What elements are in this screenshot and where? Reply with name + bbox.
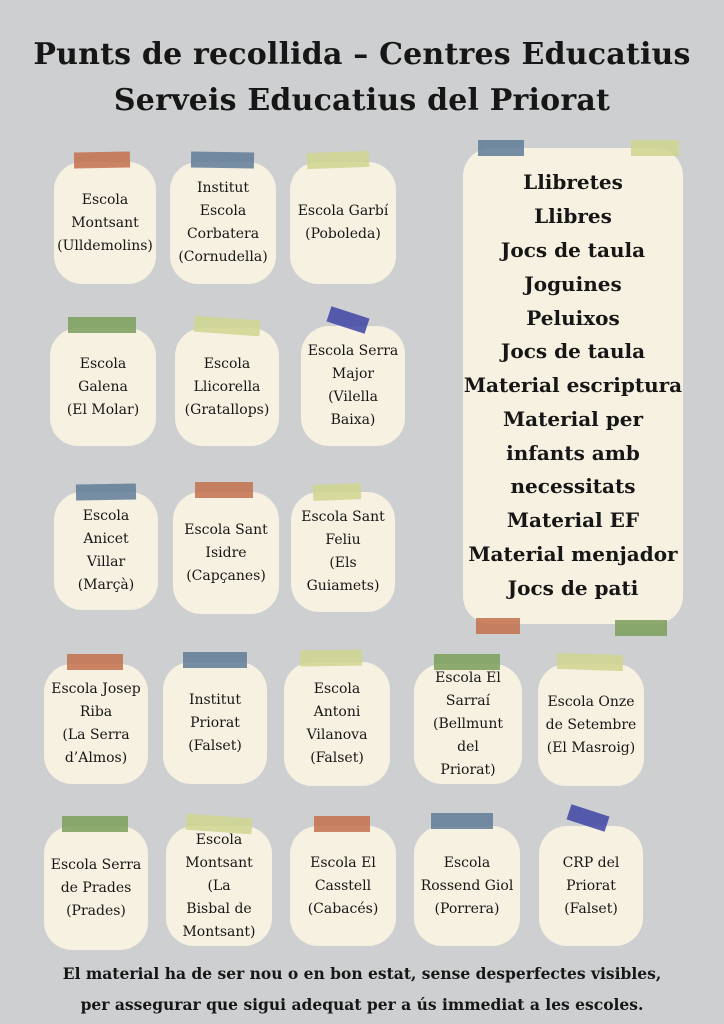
centre-name: Escola Montsant (Ulldemolins) [57,191,153,254]
centre-name: Escola El Sarraí (Bellmunt del Priorat) [433,669,503,778]
materials-list [463,148,683,624]
footer-line-1: El material ha de ser nou o en bon estat, sense desperfectes visibles, [62,964,662,983]
centre-card [284,662,390,786]
centre-name: Escola Sant Feliu (Els Guiamets) [301,509,385,594]
tape-strip [300,649,362,666]
tape-strip [183,652,247,668]
centre-card [170,162,276,284]
centre-name: Escola El Casstell (Cabacés) [307,854,379,917]
centre-name: Escola Sant Isidre (Capçanes) [184,521,268,584]
centre-name: Institut Priorat (Falset) [188,691,242,754]
tape-strip [434,654,500,670]
tape-strip [76,483,136,500]
tape-strip [476,618,520,634]
centre-card [290,162,396,284]
tape-strip [631,140,679,156]
centre-card [538,664,644,786]
page-title [0,32,724,124]
centre-card [414,664,522,784]
centre-card [166,826,272,946]
material-item: Joguines [524,271,622,296]
tape-strip [314,816,370,832]
tape-strip [68,317,136,333]
centre-card [539,826,643,946]
centre-card [290,826,396,946]
centre-name: Escola Serra de Prades (Prades) [50,856,142,919]
centre-name: Escola Serra Major (Vilella Baixa) [307,343,399,428]
tape-strip [478,140,524,156]
centre-name: Escola Josep Riba (La Serra d’Almos) [51,681,141,766]
footer-line-2: per assegurar que sigui adequat per a ús immediat a les escoles. [80,995,644,1014]
centre-name: CRP del Priorat (Falset) [562,854,620,917]
centre-name: Escola Antoni Vilanova (Falset) [306,681,368,766]
centre-name: Escola Montsant (La Bisbal de Montsant) [182,831,256,940]
centre-card [54,162,156,284]
centre-name: Institut Escola Corbatera (Cornudella) [178,180,268,265]
tape-strip [557,653,624,671]
centre-name: Escola Anicet Villar (Marçà) [77,508,135,593]
material-item: Material per [503,406,643,431]
centre-card [301,326,405,446]
tape-strip [67,654,123,670]
material-item: Material escriptura [463,373,683,398]
centre-card [44,826,148,950]
centre-card [163,662,267,784]
material-item: Jocs de pati [507,575,639,600]
material-item: Llibretes [523,170,623,195]
centre-card [173,492,279,614]
centre-name: Escola Rossend Giol (Porrera) [420,854,514,917]
material-item: Material menjador [468,542,678,567]
centre-name: Escola Galena (El Molar) [66,355,140,418]
material-item: Material EF [506,508,640,533]
tape-strip [74,152,130,169]
centre-name: Escola Onze de Setembre (El Masroig) [545,693,637,756]
material-item: necessitats [510,474,636,499]
material-item: Llibres [534,204,612,229]
title-line-2: Serveis Educatius del Priorat [113,83,611,118]
material-item: Jocs de taula [500,339,646,364]
centre-card [54,492,158,610]
tape-strip [307,151,370,169]
centre-name: Escola Llicorella (Gratallops) [184,355,270,418]
footer-note [0,958,724,1020]
centre-card [291,492,395,612]
material-item: Peluixos [526,305,620,330]
tape-strip [313,483,362,501]
tape-strip [191,151,254,168]
title-line-1: Punts de recollida – Centres Educatius [33,37,691,72]
tape-strip [62,816,128,832]
tape-strip [195,482,253,498]
centre-name: Escola Garbí (Poboleda) [297,203,389,242]
centre-card [44,664,148,784]
centre-card [50,328,156,446]
material-item: Jocs de taula [500,237,646,262]
centre-card [175,328,279,446]
tape-strip [615,620,667,636]
material-item: infants amb [506,440,640,465]
centre-card [414,826,520,946]
tape-strip [431,813,493,829]
